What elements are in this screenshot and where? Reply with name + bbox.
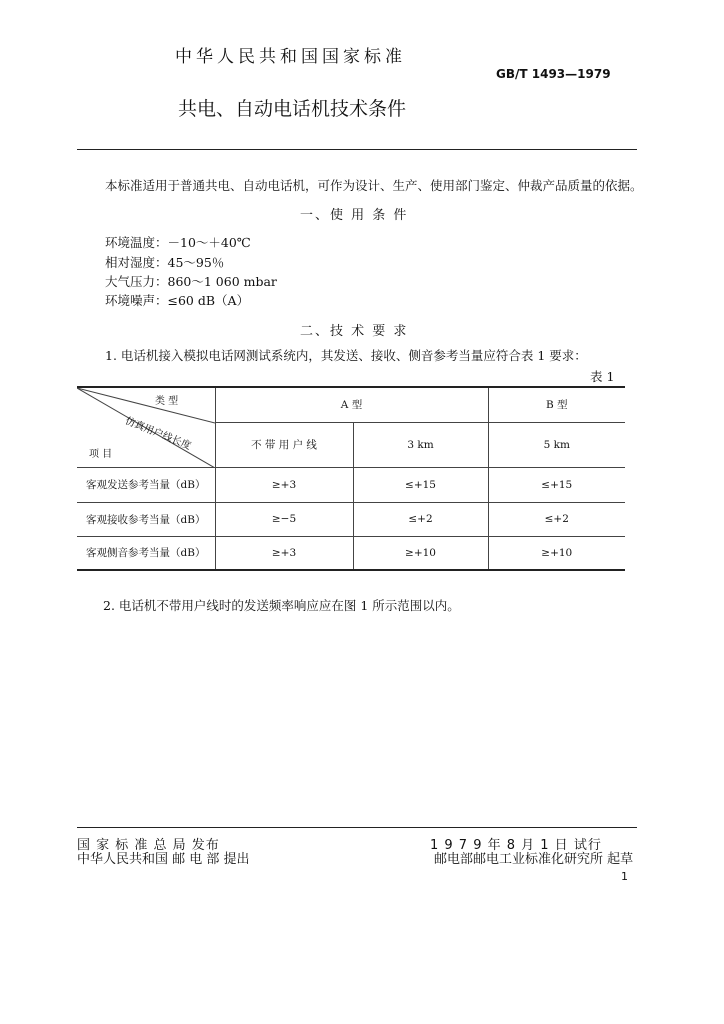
footer-divider: [77, 827, 637, 828]
cell-a-no-line: ≥−5: [215, 502, 353, 536]
row-item-label: 客观发送参考当量（dB）: [77, 467, 215, 502]
table-row: [77, 502, 625, 536]
condition-temperature: 环境温度：－10～＋40℃: [105, 235, 251, 250]
cell-a-no-line: ≥+3: [215, 467, 353, 502]
type-b-header: B 型: [488, 387, 625, 422]
page-number: 1: [621, 870, 628, 883]
footer-drafted-by: 邮电部邮电工业标准化研究所 起草: [434, 852, 634, 867]
table-caption: 表 1: [590, 369, 615, 384]
cell-a-3km: ≤+15: [353, 467, 488, 502]
cell-a-3km: ≤+2: [353, 502, 488, 536]
condition-pressure: 大气压力：860～1 060 mbar: [105, 274, 277, 289]
header-divider: [77, 149, 637, 150]
row-item-label: 客观侧音参考当量（dB）: [77, 536, 215, 570]
header-type-label: 类 型: [155, 396, 179, 407]
header-item-label: 项 目: [89, 449, 113, 460]
col-3km-header: 3 km: [353, 422, 488, 467]
table-row: [77, 467, 625, 502]
col-5km-header: 5 km: [488, 422, 625, 467]
standard-body-title: 中华人民共和国国家标准: [175, 47, 406, 67]
intro-paragraph: 本标准适用于普通共电、自动电话机，可作为设计、生产、使用部门鉴定、仲裁产品质量的依据。: [105, 178, 643, 193]
requirement-1: 1. 电话机接入模拟电话网测试系统内，其发送、接收、侧音参考当量应符合表 1 要求：: [105, 348, 587, 363]
condition-humidity: 相对湿度：45～95％: [105, 255, 225, 270]
header-line-length-label: 仿真用户线长度: [123, 415, 193, 453]
cell-b-5km: ≤+2: [488, 502, 625, 536]
cell-a-3km: ≥+10: [353, 536, 488, 570]
section-2-heading: 二、技 术 要 求: [300, 324, 409, 339]
cell-a-no-line: ≥+3: [215, 536, 353, 570]
condition-noise: 环境噪声：≤60 dB（A）: [105, 293, 250, 308]
footer-proposed-by: 中华人民共和国 邮 电 部 提出: [77, 852, 250, 867]
type-a-header: A 型: [215, 387, 488, 422]
requirements-table: [77, 386, 625, 571]
standard-code: GB/T 1493—1979: [496, 67, 611, 81]
requirement-2: 2. 电话机不带用户线时的发送频率响应应在图 1 所示范围以内。: [103, 598, 460, 613]
section-1-heading: 一、使 用 条 件: [300, 208, 409, 223]
cell-b-5km: ≥+10: [488, 536, 625, 570]
row-item-label: 客观接收参考当量（dB）: [77, 502, 215, 536]
table-row: [77, 536, 625, 570]
cell-b-5km: ≤+15: [488, 467, 625, 502]
footer-trial-date: 1 9 7 9 年 8 月 1 日 试行: [430, 838, 602, 853]
table-header-diagonal-cell: [77, 387, 215, 467]
col-no-line-header: 不 带 用 户 线: [215, 422, 353, 467]
document-title: 共电、自动电话机技术条件: [178, 98, 407, 120]
footer-issued-by: 国 家 标 准 总 局 发布: [77, 838, 220, 853]
